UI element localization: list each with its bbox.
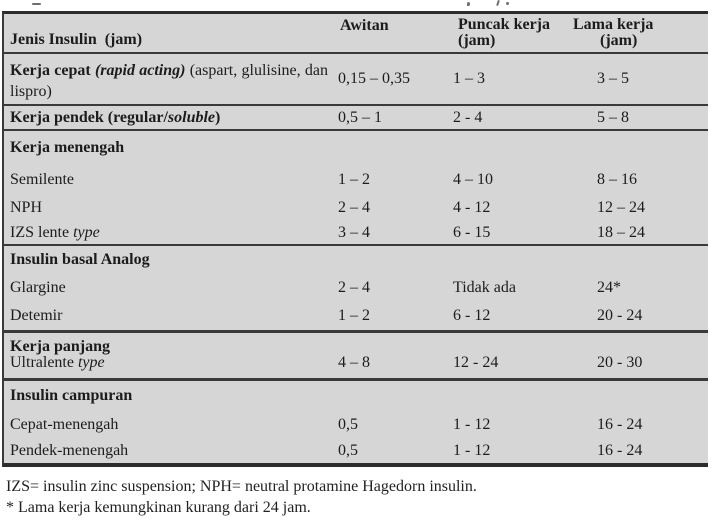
table-row-nph (4, 194, 708, 221)
table-row-kerja-menengah (4, 131, 708, 165)
kerja-panjang-ultralente-lama-value: 20 - 30 (597, 354, 643, 371)
cepat-menengah-label (4, 416, 338, 434)
footnote-abbreviations: IZS= insulin zinc suspension; NPH= neutral protamine Hagedorn insulin. (6, 478, 477, 495)
glargine-puncak-value: Tidak ada (453, 279, 516, 296)
table-row-kerja-panjang-ultralente (4, 333, 708, 381)
table-row-insulin-basal-analog (4, 246, 708, 274)
header-line: Puncak kerja (458, 16, 550, 33)
label-segment: Kerja cepat (10, 62, 95, 79)
label-segment: Kerja pendek (regular/ (10, 108, 168, 126)
table-footnotes (6, 477, 706, 518)
label-segment: Semilente (10, 170, 74, 188)
column-header-awitan: Awitan (340, 17, 389, 34)
table-row-pendek-menengah (4, 439, 708, 463)
header-unit-label: (jam) (600, 32, 638, 49)
cepat-menengah-puncak-value: 1 - 12 (453, 416, 491, 433)
table-row-semilente (4, 165, 708, 194)
kerja-panjang-ultralente-puncak-value: 12 - 24 (453, 354, 499, 371)
kerja-cepat-puncak-value: 1 – 3 (453, 70, 485, 87)
cropped-caption-remnant (496, 0, 500, 6)
label-segment: Pendek-menengah (10, 442, 129, 459)
semilente-awitan-value: 1 – 2 (338, 170, 370, 188)
nph-awitan-value: 2 – 4 (338, 198, 370, 216)
header-unit-label: (jam) (458, 32, 496, 49)
kerja-panjang-ultralente-label-line2 (10, 355, 338, 371)
izs-lente-awitan-value: 3 – 4 (338, 223, 370, 241)
pendek-menengah-puncak-value: 1 - 12 (453, 442, 491, 459)
column-header-jenis-insulin: Jenis Insulin (jam) (10, 31, 143, 48)
detemir-puncak-value: 6 - 12 (453, 307, 491, 324)
cropped-caption-remnant (506, 2, 509, 5)
table-row-izs-lente (4, 221, 708, 246)
cropped-caption-remnant (467, 2, 470, 6)
semilente-lama-value: 8 – 16 (597, 170, 637, 188)
label-segment: Glargine (10, 279, 66, 296)
table-header-row (4, 14, 708, 54)
detemir-awitan-value: 1 – 2 (338, 307, 370, 324)
glargine-label (4, 279, 338, 297)
kerja-cepat-label (4, 54, 338, 102)
label-segment: Ultralente (10, 354, 78, 371)
table-row-glargine (4, 274, 708, 302)
label-segment: Insulin basal Analog (10, 251, 150, 268)
cropped-caption-remnant (32, 3, 41, 5)
semilente-label (4, 171, 338, 189)
label-segment: (rapid acting) (94, 62, 186, 79)
label-segment: IZS lente (10, 223, 74, 241)
izs-lente-puncak-value: 6 - 15 (453, 223, 491, 241)
kerja-cepat-awitan-value: 0,15 – 0,35 (338, 70, 410, 87)
glargine-awitan-value: 2 – 4 (338, 279, 370, 296)
label-segment: soluble (167, 108, 216, 126)
insulin-types-table (2, 11, 708, 467)
insulin-basal-analog-label (4, 251, 708, 269)
kerja-cepat-lama-value: 3 – 5 (597, 70, 629, 87)
label-segment: (aspart, glulisine, dan lispro) (10, 62, 329, 100)
table-row-cepat-menengah (4, 411, 708, 439)
pendek-menengah-lama-value: 16 - 24 (597, 442, 643, 459)
pendek-menengah-awitan-value: 0,5 (338, 442, 358, 459)
nph-label (4, 199, 338, 217)
table-row-kerja-cepat (4, 54, 708, 106)
kerja-pendek-label (4, 109, 338, 127)
label-segment: type (77, 354, 105, 371)
kerja-menengah-label (4, 139, 708, 157)
label-segment: NPH (10, 198, 43, 216)
footnote-asterisk: * Lama kerja kemungkinan kurang dari 24 jam. (6, 498, 311, 516)
label-segment: Kerja menengah (10, 139, 125, 156)
detemir-label (4, 307, 338, 325)
column-header-lama-kerja (573, 14, 708, 52)
label-segment: ) (215, 108, 221, 126)
pendek-menengah-label (4, 442, 338, 460)
kerja-panjang-ultralente-label-line1 (10, 339, 338, 355)
nph-lama-value: 12 – 24 (597, 198, 645, 216)
table-body (4, 54, 708, 463)
glargine-lama-value: 24* (597, 279, 621, 296)
kerja-pendek-awitan-value: 0,5 – 1 (338, 108, 382, 126)
kerja-pendek-lama-value: 5 – 8 (597, 108, 629, 126)
semilente-puncak-value: 4 – 10 (453, 170, 493, 188)
header-line: Lama kerja (573, 16, 654, 33)
kerja-panjang-ultralente-label (4, 333, 338, 371)
label-segment: Insulin campuran (10, 387, 133, 404)
izs-lente-label (4, 224, 338, 242)
label-segment: Kerja panjang (10, 338, 110, 355)
insulin-campuran-label (4, 387, 708, 405)
detemir-lama-value: 20 - 24 (597, 307, 643, 324)
kerja-pendek-puncak-value: 2 - 4 (453, 108, 483, 126)
cepat-menengah-awitan-value: 0,5 (338, 416, 358, 433)
label-segment: type (73, 223, 100, 241)
table-row-detemir (4, 302, 708, 333)
label-segment: Detemir (10, 307, 63, 324)
cepat-menengah-lama-value: 16 - 24 (597, 416, 643, 433)
table-row-kerja-pendek (4, 106, 708, 131)
label-segment: Cepat-menengah (10, 416, 119, 433)
nph-puncak-value: 4 - 12 (453, 198, 491, 216)
kerja-panjang-ultralente-awitan-value: 4 – 8 (338, 354, 370, 371)
table-row-insulin-campuran (4, 381, 708, 411)
izs-lente-lama-value: 18 – 24 (597, 223, 645, 241)
